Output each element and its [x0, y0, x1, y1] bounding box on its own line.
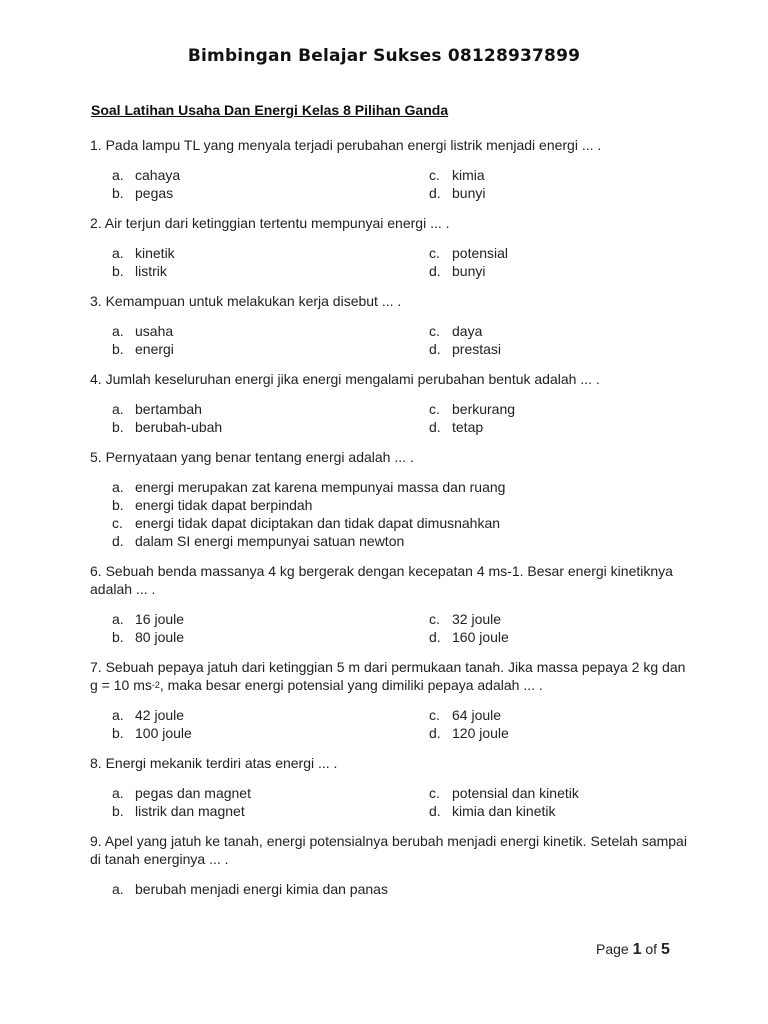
- answer-option: [112, 784, 429, 802]
- option-letter: d.: [429, 419, 441, 435]
- question-item: [90, 214, 690, 280]
- option-letter: c.: [429, 611, 440, 627]
- option-text: energi merupakan zat karena mempunyai massa dan ruang: [135, 479, 506, 495]
- option-letter: c.: [429, 707, 440, 723]
- question-item: [90, 754, 690, 820]
- option-text: 64 joule: [452, 707, 502, 723]
- answer-option: [429, 400, 629, 418]
- answer-option: [112, 184, 429, 202]
- option-letter: d.: [429, 629, 441, 645]
- total-pages: 5: [660, 941, 670, 958]
- option-letter: c.: [429, 245, 440, 261]
- option-letter: c.: [429, 785, 440, 801]
- answer-option: [112, 244, 429, 262]
- answer-option: [429, 610, 629, 628]
- option-text: bunyi: [452, 185, 486, 201]
- option-text: berubah menjadi energi kimia dan panas: [135, 881, 388, 897]
- answer-options: [112, 784, 690, 820]
- option-letter: a.: [112, 707, 124, 723]
- question-item: [90, 562, 690, 646]
- question-text: 2. Air terjun dari ketinggian tertentu mempunyai energi ... .: [90, 215, 450, 231]
- option-text: kimia dan kinetik: [452, 803, 556, 819]
- question-text: 8. Energi mekanik terdiri atas energi ... .: [90, 755, 338, 771]
- answer-option: [112, 514, 632, 532]
- option-text: listrik dan magnet: [135, 803, 245, 819]
- option-letter: a.: [112, 167, 124, 183]
- answer-options: [112, 244, 690, 280]
- answer-option: [112, 478, 632, 496]
- option-text: energi tidak dapat diciptakan dan tidak dapat dimusnahkan: [135, 515, 501, 531]
- option-letter: d.: [429, 803, 441, 819]
- option-letter: c.: [429, 167, 440, 183]
- option-letter: b.: [112, 263, 124, 279]
- option-text: cahaya: [135, 167, 181, 183]
- option-letter: d.: [429, 725, 441, 741]
- answer-option: [112, 496, 632, 514]
- answer-option: [112, 802, 429, 820]
- question-item: [90, 658, 690, 742]
- answer-option: [429, 802, 629, 820]
- option-letter: a.: [112, 479, 124, 495]
- option-letter: d.: [429, 185, 441, 201]
- question-item: [90, 832, 690, 898]
- option-letter: c.: [429, 401, 440, 417]
- option-letter: a.: [112, 401, 124, 417]
- answer-option: [112, 166, 429, 184]
- answer-options: [112, 322, 690, 358]
- option-letter: d.: [429, 341, 441, 357]
- option-text: 80 joule: [135, 629, 185, 645]
- answer-options: [112, 880, 690, 898]
- option-letter: a.: [112, 611, 124, 627]
- option-text: 160 joule: [452, 629, 509, 645]
- option-letter: b.: [112, 341, 124, 357]
- question-text-part: 7. Sebuah pepaya jatuh dari ketinggian 5 m dari permukaan tanah. Jika massa pepaya 2 kg dan g = 10 ms: [90, 659, 686, 693]
- option-text: berubah-ubah: [135, 419, 223, 435]
- superscript-exponent: -2: [151, 680, 160, 690]
- option-text: berkurang: [452, 401, 516, 417]
- answer-option: [429, 322, 629, 340]
- document-title: Soal Latihan Usaha Dan Energi Kelas 8 Pilihan Ganda: [91, 102, 449, 118]
- option-text: pegas: [135, 185, 174, 201]
- option-letter: a.: [112, 245, 124, 261]
- question-text: 6. Sebuah benda massanya 4 kg bergerak dengan kecepatan 4 ms-1. Besar energi kinetiknya adalah ... .: [90, 563, 673, 597]
- option-text: kimia: [452, 167, 485, 183]
- answer-option: [429, 262, 629, 280]
- option-text: tetap: [452, 419, 484, 435]
- option-text: 32 joule: [452, 611, 502, 627]
- answer-option: [112, 880, 632, 898]
- question-text: 4. Jumlah keseluruhan energi jika energi mengalami perubahan bentuk adalah ... .: [90, 371, 600, 387]
- answer-options: [112, 706, 690, 742]
- option-letter: b.: [112, 497, 124, 513]
- page-footer: [596, 941, 670, 959]
- answer-option: [429, 418, 629, 436]
- option-text: prestasi: [452, 341, 502, 357]
- page-label: Page: [596, 941, 629, 957]
- option-letter: a.: [112, 881, 124, 897]
- option-text: listrik: [135, 263, 167, 279]
- option-text: usaha: [135, 323, 174, 339]
- answer-option: [112, 418, 429, 436]
- question-list: [90, 136, 690, 910]
- option-letter: b.: [112, 803, 124, 819]
- question-text: 1. Pada lampu TL yang menyala terjadi perubahan energi listrik menjadi energi ... .: [90, 137, 602, 153]
- answer-option: [429, 724, 629, 742]
- answer-option: [429, 340, 629, 358]
- option-text: 100 joule: [135, 725, 192, 741]
- option-letter: d.: [112, 533, 124, 549]
- question-item: [90, 136, 690, 202]
- question-item: [90, 370, 690, 436]
- question-item: [90, 292, 690, 358]
- answer-option: [429, 166, 629, 184]
- option-text: potensial: [452, 245, 509, 261]
- option-text: 42 joule: [135, 707, 185, 723]
- option-text: energi: [135, 341, 174, 357]
- option-letter: b.: [112, 629, 124, 645]
- option-text: 120 joule: [452, 725, 509, 741]
- answer-options: [112, 610, 690, 646]
- answer-option: [112, 532, 632, 550]
- question-text-part: , maka besar energi potensial yang dimiliki pepaya adalah ... .: [159, 677, 543, 693]
- question-text: 9. Apel yang jatuh ke tanah, energi potensialnya berubah menjadi energi kinetik. Setelah sampai di tanah energinya ... .: [90, 833, 687, 867]
- question-text: [90, 658, 690, 694]
- option-text: energi tidak dapat berpindah: [135, 497, 313, 513]
- option-text: bunyi: [452, 263, 486, 279]
- option-text: potensial dan kinetik: [452, 785, 579, 801]
- option-letter: a.: [112, 323, 124, 339]
- answer-option: [112, 400, 429, 418]
- answer-option: [429, 244, 629, 262]
- option-letter: b.: [112, 725, 124, 741]
- option-letter: c.: [429, 323, 440, 339]
- answer-option: [112, 610, 429, 628]
- answer-option: [429, 784, 629, 802]
- current-page: 1: [632, 941, 642, 958]
- answer-option: [429, 706, 629, 724]
- answer-options: [112, 478, 690, 550]
- question-text: 3. Kemampuan untuk melakukan kerja disebut ... .: [90, 293, 402, 309]
- option-text: dalam SI energi mempunyai satuan newton: [135, 533, 405, 549]
- answer-options: [112, 166, 690, 202]
- option-text: kinetik: [135, 245, 175, 261]
- option-text: pegas dan magnet: [135, 785, 251, 801]
- option-letter: b.: [112, 185, 124, 201]
- answer-option: [429, 628, 629, 646]
- document-header: Bimbingan Belajar Sukses 08128937899: [187, 46, 581, 66]
- answer-options: [112, 400, 690, 436]
- answer-option: [112, 706, 429, 724]
- option-text: daya: [452, 323, 483, 339]
- answer-option: [112, 724, 429, 742]
- option-text: 16 joule: [135, 611, 185, 627]
- of-label: of: [645, 941, 658, 957]
- option-letter: d.: [429, 263, 441, 279]
- option-letter: b.: [112, 419, 124, 435]
- answer-option: [112, 628, 429, 646]
- option-letter: c.: [112, 515, 123, 531]
- answer-option: [112, 340, 429, 358]
- answer-option: [112, 322, 429, 340]
- question-text: 5. Pernyataan yang benar tentang energi adalah ... .: [90, 449, 414, 465]
- option-text: bertambah: [135, 401, 202, 417]
- answer-option: [112, 262, 429, 280]
- answer-option: [429, 184, 629, 202]
- question-item: [90, 448, 690, 550]
- option-letter: a.: [112, 785, 124, 801]
